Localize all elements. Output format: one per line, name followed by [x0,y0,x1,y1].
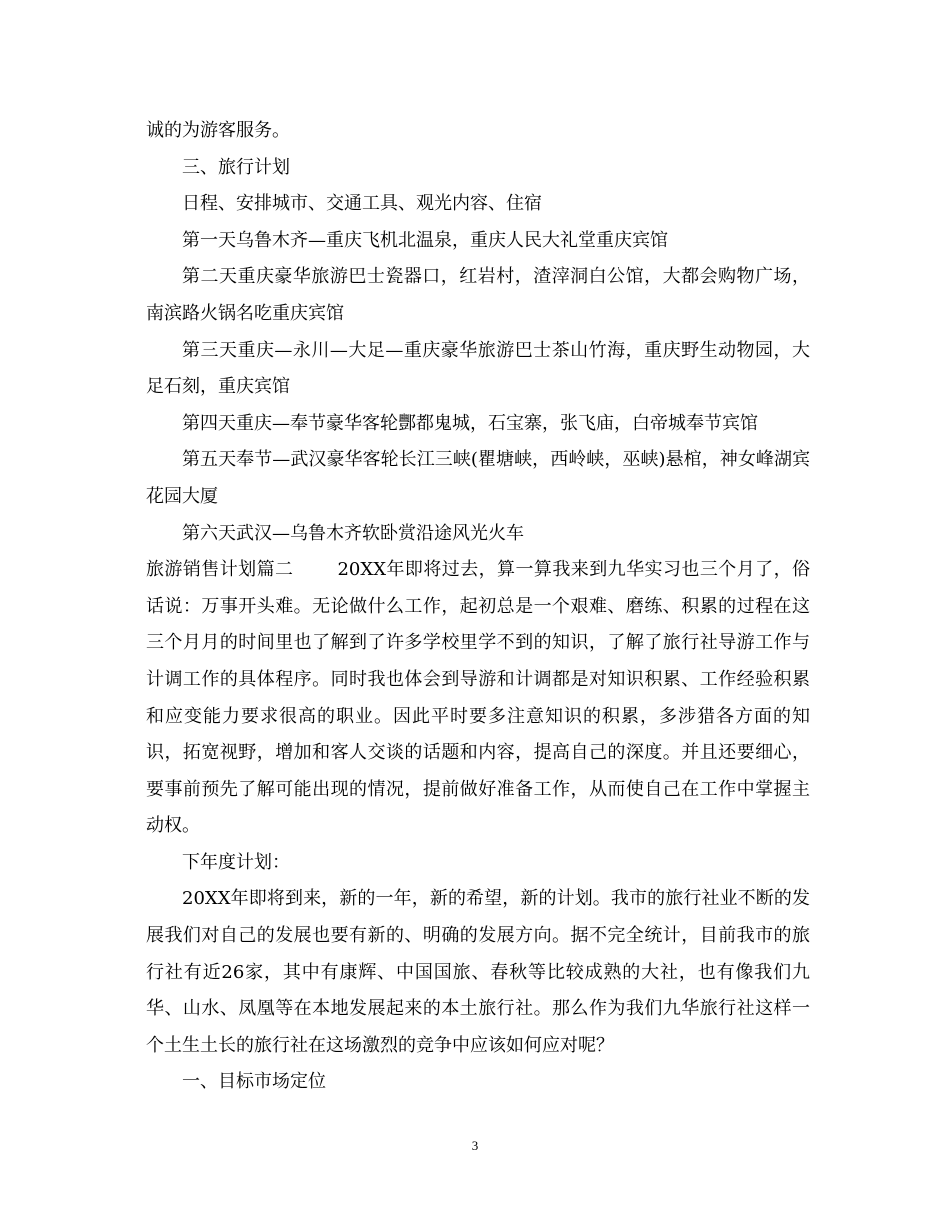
itinerary-day-5: 第五天奉节—武汉豪华客轮长江三峡(瞿塘峡，西岭峡，巫峡)悬棺，神女峰湖宾花园大厦 [146,449,810,507]
section-two-heading: 旅游销售计划篇二 [146,559,294,581]
section-two-paragraph [146,552,810,845]
itinerary-day-3: 第三天重庆—永川—大足—重庆豪华旅游巴士茶山竹海，重庆野生动物园，大足石刻，重庆宾馆 [146,339,810,398]
itinerary-day-2: 第二天重庆豪华旅游巴士瓷器口，红岩村，渣滓洞白公馆，大都会购物广场，南滨路火锅名吃重庆宾馆 [146,266,810,324]
paragraph-closing: 诚的为游客服务。 [146,120,290,141]
heading-target-market: 一、目标市场定位 [182,1071,326,1093]
section-two-body: 20XX年即将过去，算一算我来到九华实习也三个月了，俗话说：万事开头难。无论做什么工作，起初总是一个艰难、磨练、积累的过程在这三个月月的时间里也了解到了许多学校里学不到的知识，了解了旅行社导游工作与计调工作的具体程序。同时我也体会到导游和计调都是对知识积累、工作经验积累和应变能力要求很高的职业。因此平时要多注意知识的积累，多涉猎各方面的知识，拓宽视野，增加和客人交谈的话题和内容，提高自己的深度。并且还要细心，要事前预先了解可能出现的情况，提前做好准备工作，从而使自己在工作中掌握主动权。 [146,559,811,837]
document-body [146,113,810,1101]
page-number: 3 [471,1138,479,1153]
heading-travel-plan: 三、旅行计划 [182,156,290,178]
next-year-heading: 下年度计划： [182,851,290,873]
paragraph-schedule-columns: 日程、安排城市、交通工具、观光内容、住宿 [182,193,542,215]
itinerary-day-4: 第四天重庆—奉节豪华客轮酆都鬼城，石宝寨，张飞庙，白帝城奉节宾馆 [182,412,758,434]
itinerary-day-1: 第一天乌鲁木齐—重庆飞机北温泉，重庆人民大礼堂重庆宾馆 [182,229,668,251]
itinerary-day-6: 第六天武汉—乌鲁木齐软卧赏沿途风光火车 [182,522,524,544]
next-year-paragraph: 20XX年即将到来，新的一年，新的希望，新的计划。我市的旅行社业不断的发展我们对自己的发展也要有新的、明确的发展方向。据不完全统计，目前我市的旅行社有近26家，其中有康辉、中国国旅、春秋等比较成熟的大社，也有像我们九华、山水、凤凰等在本地发展起来的本土旅行社。那么作为我们九华旅行社这样一个土生土长的旅行社在这场激烈的竞争中应该如何应对呢？ [146,888,810,1056]
